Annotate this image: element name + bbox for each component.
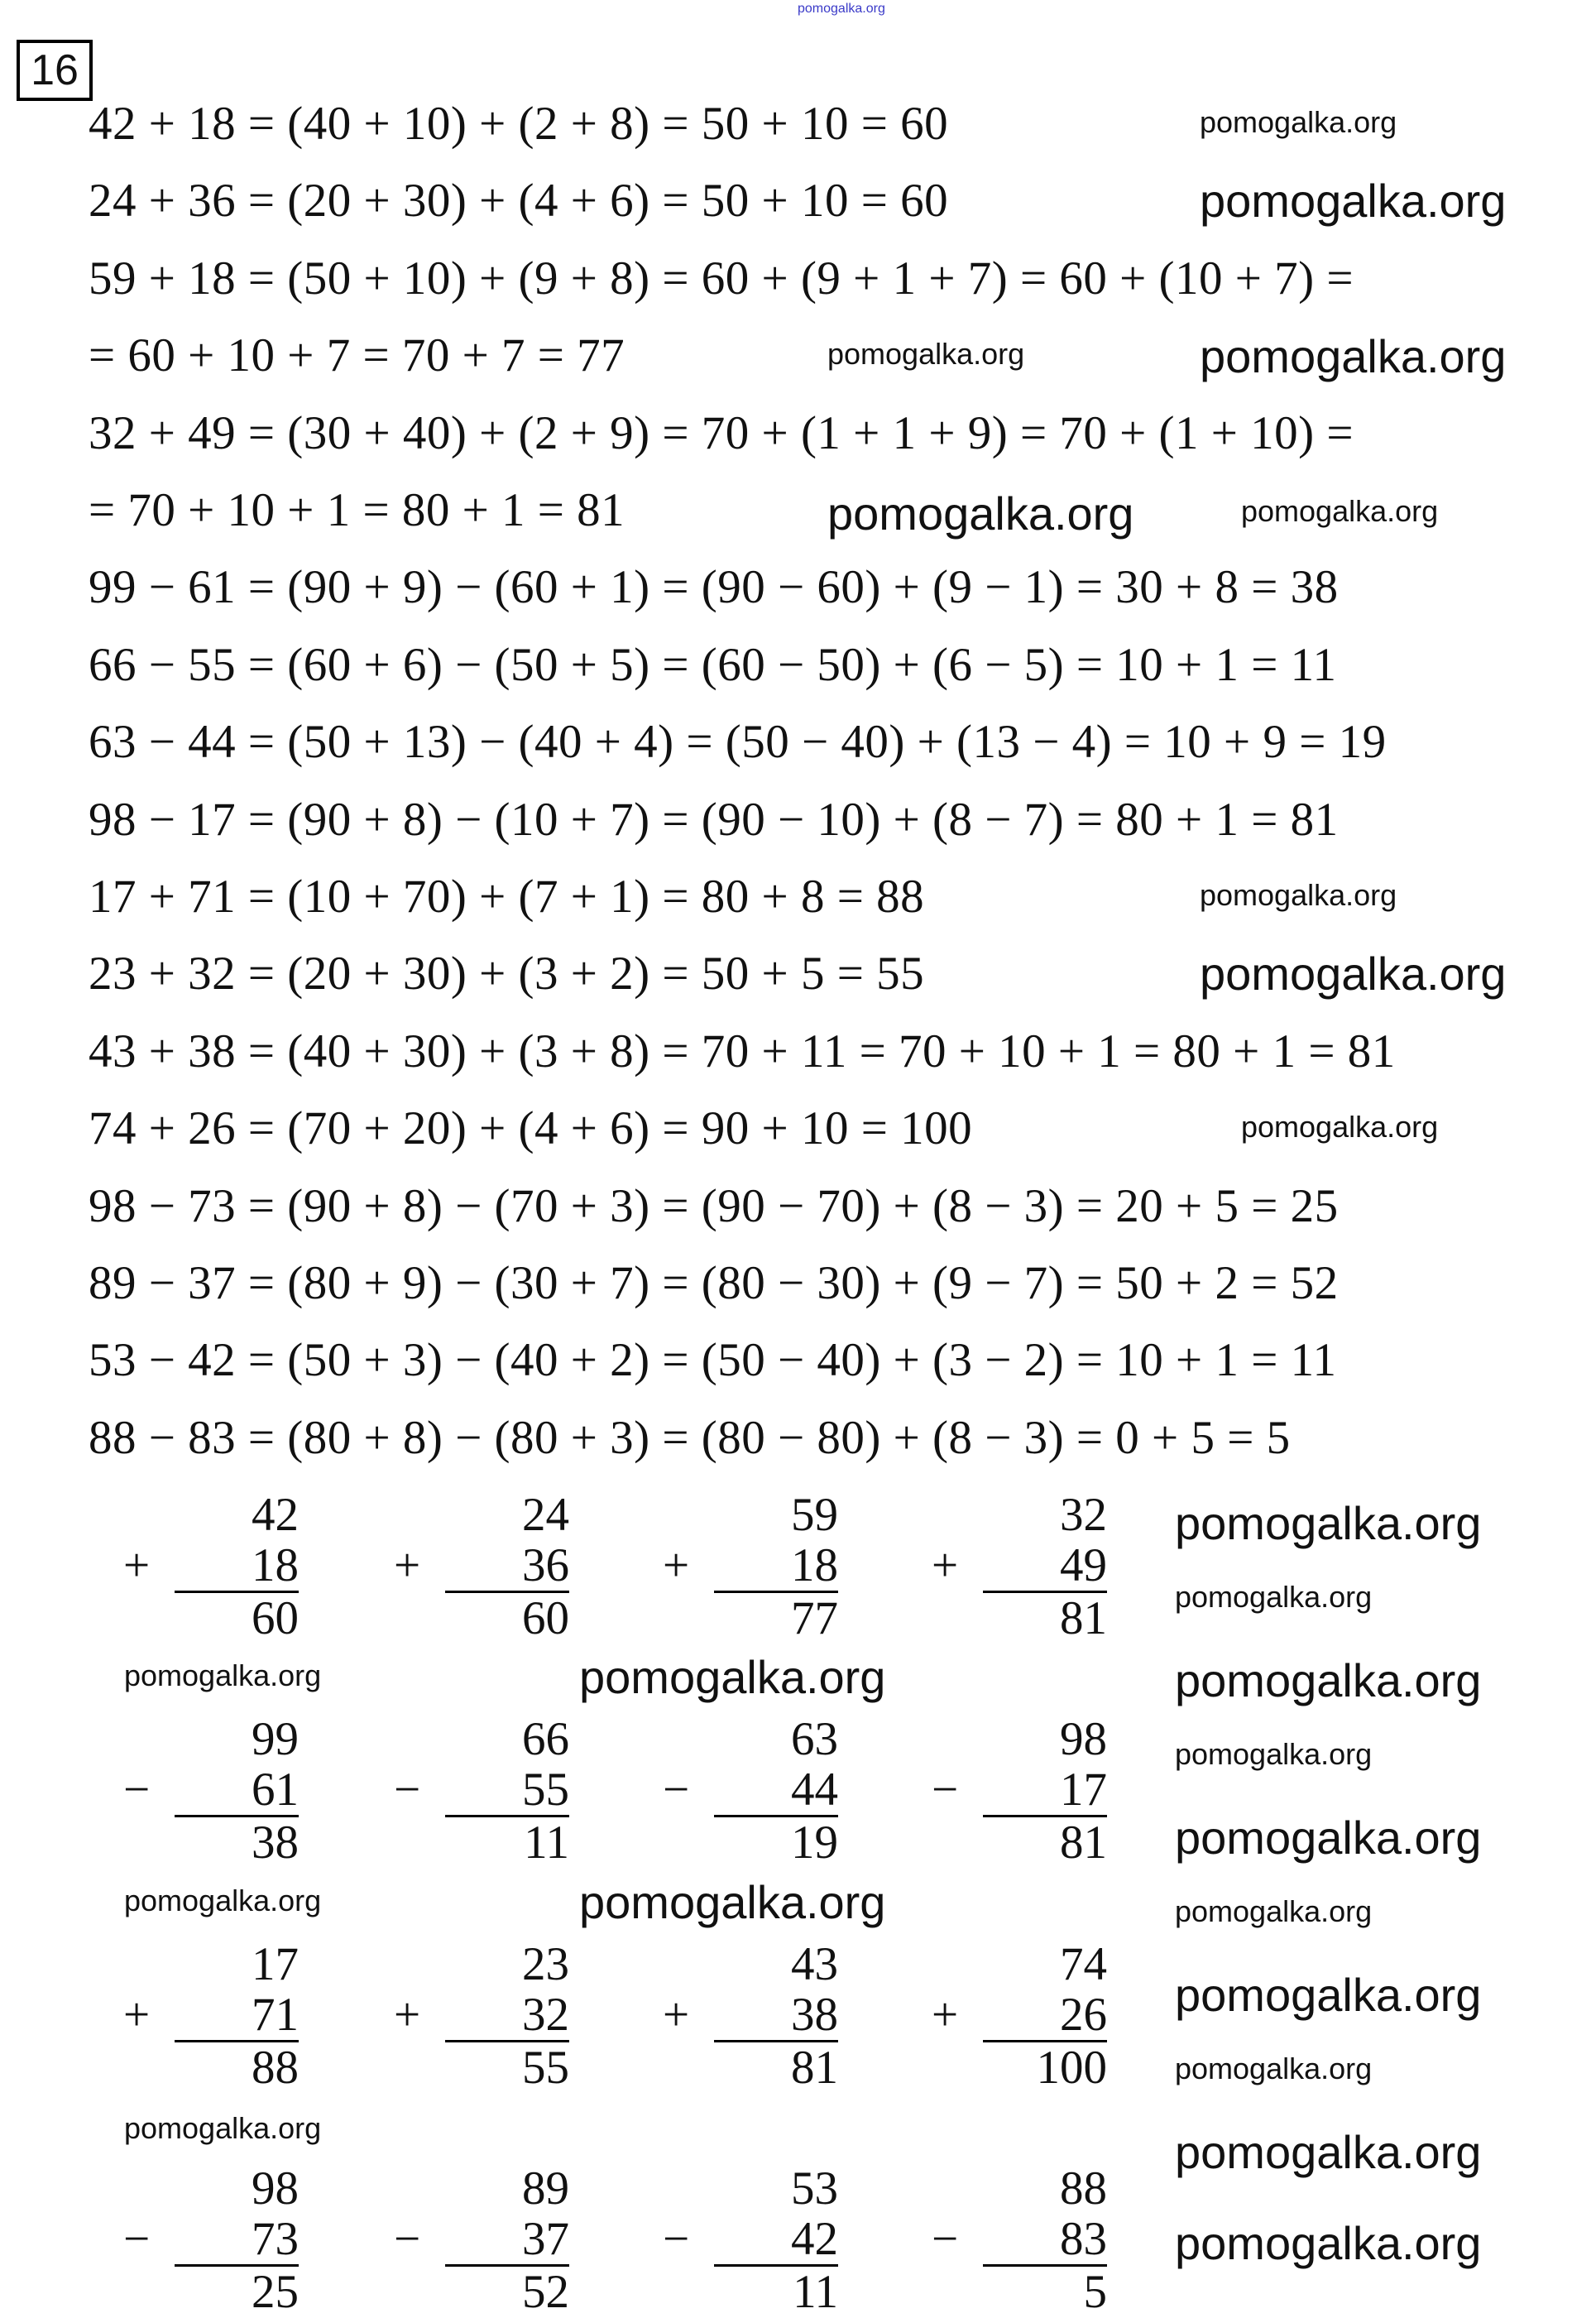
operator-sign: − — [394, 2213, 421, 2265]
operator-sign: + — [663, 1989, 690, 2041]
bottom-operand: 44 — [714, 1764, 838, 1817]
watermark-text: pomogalka.org — [1200, 878, 1397, 912]
operator-sign: + — [123, 1989, 151, 2041]
watermark-text: pomogalka.org — [827, 487, 1134, 540]
result: 5 — [1083, 2266, 1107, 2318]
top-operand: 63 — [791, 1713, 838, 1765]
watermark-text: pomogalka.org — [1200, 330, 1507, 382]
column-calculation — [663, 1713, 838, 1869]
column-calculation — [394, 1489, 569, 1644]
bottom-operand: 32 — [445, 1989, 569, 2042]
column-calculation — [663, 1938, 838, 2094]
top-operand: 99 — [252, 1713, 299, 1765]
operator-sign: + — [123, 1539, 151, 1591]
equation-line: 53 − 42 = (50 + 3) − (40 + 2) = (50 − 40) + (3 − 2) = 10 + 1 = 11 — [89, 1334, 1337, 1387]
result: 52 — [522, 2266, 569, 2318]
watermark-text: pomogalka.org — [827, 337, 1025, 371]
bottom-operand: 71 — [175, 1989, 299, 2042]
column-calculation — [663, 1489, 838, 1644]
result: 11 — [793, 2266, 838, 2318]
watermark-text: pomogalka.org — [1175, 1812, 1482, 1864]
equation-line: 99 − 61 = (90 + 9) − (60 + 1) = (90 − 60) + (9 − 1) = 30 + 8 = 38 — [89, 561, 1339, 614]
operator-sign: + — [663, 1539, 690, 1591]
operator-sign: − — [932, 1764, 959, 1816]
equation-line: 24 + 36 = (20 + 30) + (4 + 6) = 50 + 10 = 60 — [89, 175, 949, 228]
result: 81 — [1060, 1592, 1107, 1644]
operator-sign: + — [394, 1989, 421, 2041]
column-calculation — [394, 2162, 569, 2318]
column-calculation — [663, 2162, 838, 2318]
column-calculation — [932, 2162, 1107, 2318]
top-operand: 53 — [791, 2162, 838, 2215]
watermark-text: pomogalka.org — [1241, 494, 1439, 528]
watermark-text: pomogalka.org — [579, 1876, 886, 1928]
top-operand: 42 — [252, 1489, 299, 1541]
top-operand: 32 — [1060, 1489, 1107, 1541]
bottom-operand: 37 — [445, 2214, 569, 2267]
equation-line: 43 + 38 = (40 + 30) + (3 + 8) = 70 + 11 = 70 + 10 + 1 = 80 + 1 = 81 — [89, 1025, 1396, 1077]
result: 38 — [252, 1816, 299, 1869]
watermark-text: pomogalka.org — [1241, 1110, 1439, 1144]
result: 60 — [522, 1592, 569, 1644]
result: 100 — [1036, 2042, 1107, 2094]
top-operand: 98 — [1060, 1713, 1107, 1765]
bottom-operand: 18 — [714, 1540, 838, 1593]
operator-sign: + — [932, 1539, 959, 1591]
top-operand: 43 — [791, 1938, 838, 1990]
equation-line: 74 + 26 = (70 + 20) + (4 + 6) = 90 + 10 = 100 — [89, 1102, 973, 1155]
watermark-text: pomogalka.org — [1175, 2126, 1482, 2178]
column-calculation — [394, 1938, 569, 2094]
column-calculation — [932, 1713, 1107, 1869]
watermark-text: pomogalka.org — [124, 2111, 322, 2145]
equation-line: 59 + 18 = (50 + 10) + (9 + 8) = 60 + (9 + 1 + 7) = 60 + (10 + 7) = — [89, 252, 1354, 305]
equation-line: 89 − 37 = (80 + 9) − (30 + 7) = (80 − 30) + (9 − 7) = 50 + 2 = 52 — [89, 1257, 1339, 1309]
watermark-text: pomogalka.org — [1175, 1497, 1482, 1549]
equation-line: 17 + 71 = (10 + 70) + (7 + 1) = 80 + 8 = 88 — [89, 871, 925, 923]
top-operand: 24 — [522, 1489, 569, 1541]
operator-sign: + — [394, 1539, 421, 1591]
watermark-text: pomogalka.org — [1175, 2217, 1482, 2269]
equation-line: 42 + 18 = (40 + 10) + (2 + 8) = 50 + 10 = 60 — [89, 98, 949, 150]
watermark-text: pomogalka.org — [1175, 1969, 1482, 2021]
equation-line: 98 − 73 = (90 + 8) − (70 + 3) = (90 − 70) + (8 − 3) = 20 + 5 = 25 — [89, 1179, 1339, 1232]
bottom-operand: 49 — [983, 1540, 1107, 1593]
equation-line: = 70 + 10 + 1 = 80 + 1 = 81 — [89, 484, 625, 536]
equation-line: 32 + 49 = (30 + 40) + (2 + 9) = 70 + (1 + 1 + 9) = 70 + (1 + 10) = — [89, 406, 1354, 459]
operator-sign: − — [663, 1764, 690, 1816]
column-calculation — [394, 1713, 569, 1869]
column-calculation — [123, 1713, 299, 1869]
watermark-text: pomogalka.org — [1200, 948, 1507, 1000]
result: 11 — [524, 1816, 569, 1869]
watermark-text: pomogalka.org — [579, 1651, 886, 1703]
top-operand: 74 — [1060, 1938, 1107, 1990]
bottom-operand: 26 — [983, 1989, 1107, 2042]
exercise-number: 16 — [17, 40, 93, 101]
watermark-text: pomogalka.org — [1200, 105, 1397, 139]
top-operand: 17 — [252, 1938, 299, 1990]
equation-line: = 60 + 10 + 7 = 70 + 7 = 77 — [89, 329, 625, 382]
top-operand: 98 — [252, 2162, 299, 2215]
operator-sign: + — [932, 1989, 959, 2041]
top-operand: 66 — [522, 1713, 569, 1765]
bottom-operand: 55 — [445, 1764, 569, 1817]
result: 77 — [791, 1592, 838, 1644]
equation-line: 66 − 55 = (60 + 6) − (50 + 5) = (60 − 50) + (6 − 5) = 10 + 1 = 11 — [89, 638, 1337, 691]
column-calculation — [123, 1938, 299, 2094]
result: 81 — [1060, 1816, 1107, 1869]
column-calculation — [123, 1489, 299, 1644]
bottom-operand: 17 — [983, 1764, 1107, 1817]
column-calculation — [932, 1489, 1107, 1644]
result: 81 — [791, 2042, 838, 2094]
operator-sign: − — [123, 1764, 151, 1816]
top-operand: 88 — [1060, 2162, 1107, 2215]
result: 55 — [522, 2042, 569, 2094]
watermark-text: pomogalka.org — [124, 1658, 322, 1692]
bottom-operand: 38 — [714, 1989, 838, 2042]
bottom-operand: 83 — [983, 2214, 1107, 2267]
watermark-text: pomogalka.org — [1175, 1580, 1373, 1614]
watermark-text: pomogalka.org — [1175, 1737, 1373, 1771]
operator-sign: − — [394, 1764, 421, 1816]
bottom-operand: 61 — [175, 1764, 299, 1817]
bottom-operand: 18 — [175, 1540, 299, 1593]
result: 25 — [252, 2266, 299, 2318]
column-calculation — [932, 1938, 1107, 2094]
equation-line: 23 + 32 = (20 + 30) + (3 + 2) = 50 + 5 = 55 — [89, 948, 925, 1001]
bottom-operand: 42 — [714, 2214, 838, 2267]
top-operand: 23 — [522, 1938, 569, 1990]
watermark-text: pomogalka.org — [1200, 175, 1507, 227]
watermark-text: pomogalka.org — [1175, 1894, 1373, 1928]
result: 19 — [791, 1816, 838, 1869]
equation-line: 98 − 17 = (90 + 8) − (10 + 7) = (90 − 10) + (8 − 7) = 80 + 1 = 81 — [89, 793, 1339, 846]
watermark-text: pomogalka.org — [1175, 2052, 1373, 2085]
operator-sign: − — [663, 2213, 690, 2265]
watermark-text: pomogalka.org — [1175, 1654, 1482, 1706]
watermark-text: pomogalka.org — [798, 2, 885, 16]
top-operand: 59 — [791, 1489, 838, 1541]
column-calculation — [123, 2162, 299, 2318]
watermark-text: pomogalka.org — [124, 1884, 322, 1917]
equation-line: 63 − 44 = (50 + 13) − (40 + 4) = (50 − 40) + (13 − 4) = 10 + 9 = 19 — [89, 716, 1387, 769]
equation-line: 88 − 83 = (80 + 8) − (80 + 3) = (80 − 80) + (8 − 3) = 0 + 5 = 5 — [89, 1411, 1291, 1464]
operator-sign: − — [932, 2213, 959, 2265]
bottom-operand: 73 — [175, 2214, 299, 2267]
result: 60 — [252, 1592, 299, 1644]
top-operand: 89 — [522, 2162, 569, 2215]
operator-sign: − — [123, 2213, 151, 2265]
bottom-operand: 36 — [445, 1540, 569, 1593]
result: 88 — [252, 2042, 299, 2094]
